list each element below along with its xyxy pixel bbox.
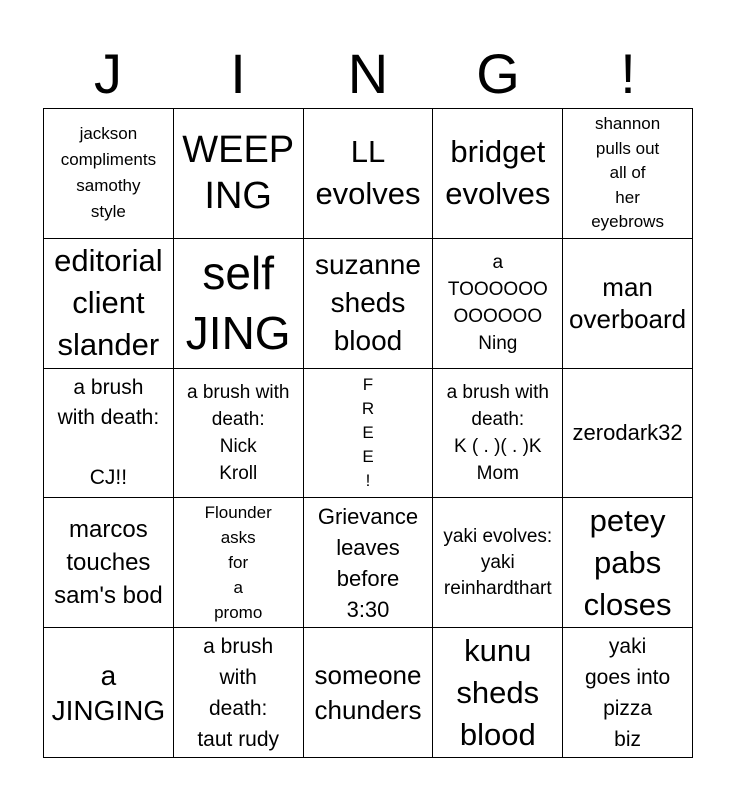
bingo-cell-text: marcos touches sam's bod xyxy=(54,516,163,610)
bingo-cell-text: a brush with death: taut rudy xyxy=(197,634,280,751)
bingo-cell-3-1[interactable] xyxy=(44,369,174,499)
bingo-cell-2-4[interactable] xyxy=(433,239,563,369)
bingo-cell-text: yaki goes into pizza biz xyxy=(584,634,671,751)
bingo-cell-1-1[interactable] xyxy=(44,109,174,239)
bingo-cell-text: shannon pulls out all of her eyebrows xyxy=(591,114,664,232)
bingo-cell-text: suzanne sheds blood xyxy=(315,249,421,357)
bingo-cell-5-1[interactable] xyxy=(44,628,174,758)
header-letter-g: G xyxy=(476,42,520,105)
bingo-cell-3-5[interactable] xyxy=(563,369,693,499)
bingo-cell-4-1[interactable] xyxy=(44,498,174,628)
bingo-cell-text: LL evolves xyxy=(315,134,421,212)
bingo-cell-1-3[interactable] xyxy=(304,109,434,239)
bingo-cell-text: WEEP ING xyxy=(182,129,295,218)
header-letter-n: N xyxy=(347,42,389,105)
bingo-cell-3-3[interactable] xyxy=(304,369,434,499)
bingo-cell-4-5[interactable] xyxy=(563,498,693,628)
bingo-cell-text: man overboard xyxy=(569,272,687,335)
bingo-cell-5-4[interactable] xyxy=(433,628,563,758)
bingo-cell-3-4[interactable] xyxy=(433,369,563,499)
bingo-cell-1-4[interactable] xyxy=(433,109,563,239)
bingo-cell-4-3[interactable] xyxy=(304,498,434,628)
bingo-cell-5-3[interactable] xyxy=(304,628,434,758)
bingo-cell-text: Flounder asks for a promo xyxy=(204,503,272,623)
bingo-cell-2-3[interactable] xyxy=(304,239,434,369)
bingo-cell-text: kunu sheds blood xyxy=(456,632,540,752)
bingo-header xyxy=(43,40,693,108)
bingo-cell-text: Grievance leaves before 3:30 xyxy=(317,503,419,622)
bingo-cell-text: a brush with death: Nick Kroll xyxy=(186,381,290,484)
bingo-cell-text: bridget evolves xyxy=(445,134,551,212)
header-letter-i: I xyxy=(230,42,246,105)
bingo-cell-text: self JING xyxy=(185,247,291,360)
bingo-cell-2-1[interactable] xyxy=(44,239,174,369)
bingo-cell-text: a JINGING xyxy=(51,659,166,726)
bingo-cell-3-2[interactable] xyxy=(174,369,304,499)
bingo-cell-text: yaki evolves: yaki reinhardthart xyxy=(443,525,553,599)
header-letter-j: J xyxy=(94,42,122,105)
bingo-cell-4-2[interactable] xyxy=(174,498,304,628)
bingo-cell-text: a brush with death: CJ!! xyxy=(57,375,160,489)
bingo-cell-5-2[interactable] xyxy=(174,628,304,758)
bingo-cell-5-5[interactable] xyxy=(563,628,693,758)
bingo-cell-text: someone chunders xyxy=(314,659,422,725)
bingo-cell-2-2[interactable] xyxy=(174,239,304,369)
bingo-cell-1-5[interactable] xyxy=(563,109,693,239)
bingo-cell-2-5[interactable] xyxy=(563,239,693,369)
bingo-cell-text: petey pabs closes xyxy=(583,502,672,622)
bingo-cell-text: jackson compliments samothy style xyxy=(60,124,157,222)
bingo-cell-text: a brush with death: K ( . )( . )K Mom xyxy=(446,381,550,484)
header-letter-exclamation: ! xyxy=(620,42,636,105)
bingo-cell-text: editorial client slander xyxy=(54,243,163,363)
bingo-cell-text: zerodark32 xyxy=(572,419,683,445)
bingo-grid xyxy=(43,108,693,758)
bingo-cell-text: F R E E ! xyxy=(361,374,375,490)
bingo-cell-4-4[interactable] xyxy=(433,498,563,628)
bingo-cell-text: a TOOOOOO OOOOOO Ning xyxy=(447,252,548,355)
bingo-cell-1-2[interactable] xyxy=(174,109,304,239)
